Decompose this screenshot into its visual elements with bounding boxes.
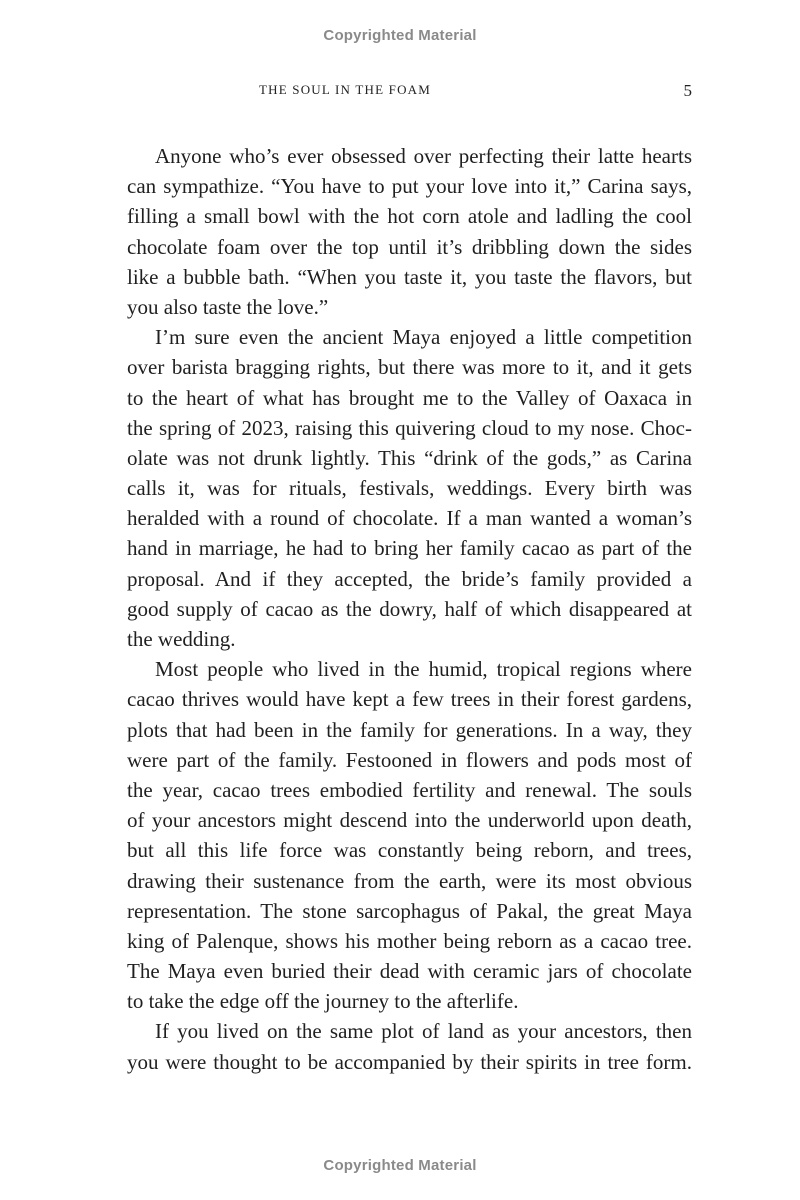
text-line: drawing their sustenance from the earth, were its most obvious — [127, 868, 692, 893]
paragraph — [127, 654, 692, 1016]
text-line: cacao thrives would have kept a few trees in their forest gardens, — [127, 687, 692, 712]
page-number: 5 — [683, 81, 692, 100]
text-line: but all this life force was constantly being reborn, and trees, — [127, 838, 692, 863]
text-line: of your ancestors might descend into the underworld upon death, — [127, 808, 692, 833]
copyright-watermark-bottom: Copyrighted Material — [323, 1157, 477, 1174]
paragraph — [127, 322, 692, 654]
text-line: like a bubble bath. “When you taste it, you taste the flavors, but — [127, 264, 692, 289]
text-line: you were thought to be accompanied by their spirits in tree form. — [127, 1049, 692, 1074]
text-line: to the heart of what has brought me to the Valley of Oaxaca in — [127, 385, 692, 410]
text-line: king of Palenque, shows his mother being reborn as a cacao tree. — [127, 928, 692, 953]
paragraph — [127, 141, 692, 322]
text-line: plots that had been in the family for generations. In a way, they — [127, 717, 692, 742]
text-line: I’m sure even the ancient Maya enjoyed a little competition — [155, 325, 692, 350]
text-line: Most people who lived in the humid, tropical regions where — [155, 657, 692, 682]
text-line: The Maya even buried their dead with ceramic jars of chocolate — [127, 959, 692, 984]
text-line: proposal. And if they accepted, the bride’s family provided a — [127, 566, 692, 591]
text-line: Anyone who’s ever obsessed over perfecting their latte hearts — [155, 144, 692, 168]
running-head: THE SOUL IN THE FOAM — [258, 82, 432, 97]
text-line: you also taste the love.” — [127, 294, 329, 319]
text-line: the spring of 2023, raising this quivering cloud to my nose. Choc- — [127, 415, 692, 440]
paragraph — [127, 1016, 692, 1076]
text-line: the year, cacao trees embodied fertility and renewal. The souls — [127, 777, 692, 802]
text-line: can sympathize. “You have to put your love into it,” Carina says, — [127, 174, 692, 199]
text-line: hand in marriage, he had to bring her family cacao as part of the — [127, 536, 692, 561]
text-line: olate was not drunk lightly. This “drink of the gods,” as Carina — [127, 445, 692, 470]
text-line: were part of the family. Festooned in flowers and pods most of — [127, 747, 692, 772]
copyright-watermark-top: Copyrighted Material — [323, 27, 477, 44]
text-line: good supply of cacao as the dowry, half of which disappeared at — [127, 596, 692, 621]
text-line: the wedding. — [127, 627, 236, 651]
text-line: calls it, was for rituals, festivals, weddings. Every birth was — [127, 476, 692, 501]
text-line: If you lived on the same plot of land as your ancestors, then — [155, 1019, 692, 1044]
text-line: over barista bragging rights, but there was more to it, and it gets — [127, 355, 692, 380]
text-line: heralded with a round of chocolate. If a man wanted a woman’s — [127, 506, 692, 531]
text-line: filling a small bowl with the hot corn atole and ladling the cool — [127, 204, 692, 229]
text-line: representation. The stone sarcophagus of Pakal, the great Maya — [127, 898, 692, 923]
text-line: chocolate foam over the top until it’s dribbling down the sides — [127, 234, 692, 259]
text-line: to take the edge off the journey to the afterlife. — [127, 989, 519, 1014]
body-text — [127, 141, 692, 1077]
